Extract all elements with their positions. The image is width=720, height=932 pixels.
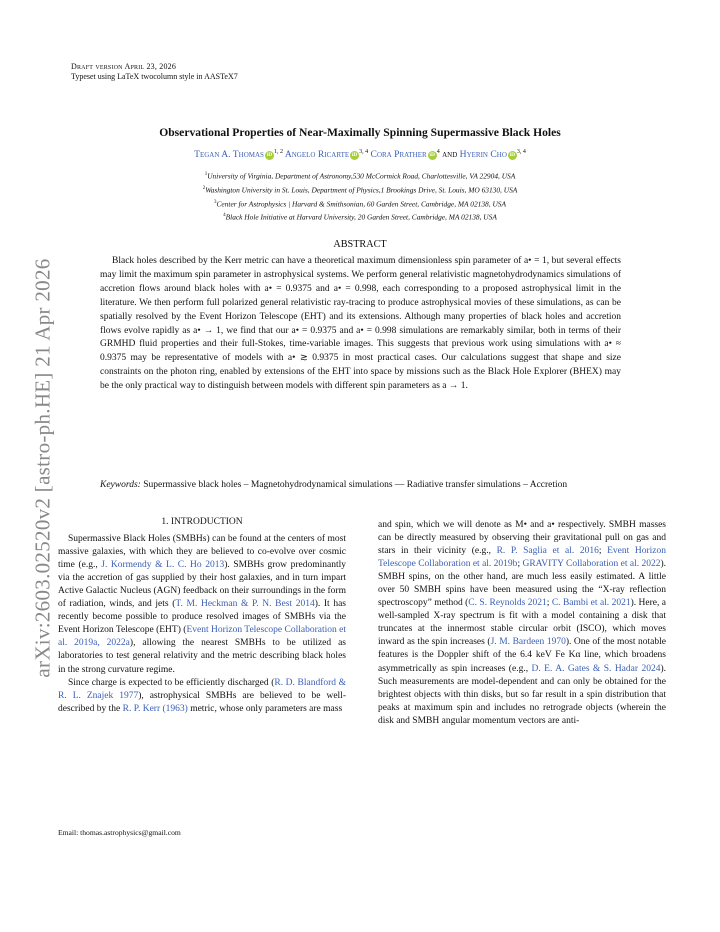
- affil-text: University of Virginia, Department of Astronomy,530 McCormick Road, Charlottesville, VA 22904, USA: [207, 171, 516, 181]
- citation-link[interactable]: J. Kormendy & L. C. Ho 2013: [101, 560, 225, 571]
- abstract-heading: ABSTRACT: [333, 239, 387, 250]
- paper-title: Observational Properties of Near-Maximally Spinning Supermassive Black Holes: [159, 126, 561, 139]
- author-name[interactable]: Angelo Ricarte: [284, 149, 350, 161]
- author-affil-sup: 3, 4: [359, 149, 369, 155]
- affil-num: 2: [202, 185, 206, 191]
- affiliation: [70, 183, 650, 197]
- citation-link[interactable]: T. M. Heckman & P. N. Best 2014: [175, 599, 315, 610]
- orcid-icon[interactable]: iD: [266, 152, 273, 159]
- orcid-icon[interactable]: iD: [429, 152, 435, 159]
- section-heading: 1. INTRODUCTION: [161, 517, 243, 527]
- citation-link[interactable]: R. P. Kerr (1963): [122, 703, 188, 714]
- arxiv-id: arXiv:2603.02520v2 [astro-ph.HE] 21 Apr 2026: [30, 258, 55, 678]
- paragraph: and spin, which we will denote as M• and a• respectively. SMBH masses can be directly measured by observing their gravitational pull on gas and stars in their vicinity (e.g., R. P. Saglia et al. 2016; Event Horizon Telescope Collaboration et al. 2019b; GRAVITY Collaboration et al. 2022). SMBH spins, on the other hand, are much less easily estimated. A little over 50 SMBH spins have been measured using the “X-ray reflection spectroscopy” method (C. S. Reynolds 2021; C. Bambi et al. 2021). Here, a well-sampled X-ray spectrum is fit with a model containing a disk that truncates at the innermost stable circular orbit (ISCO), which moves inward as the spin increases (J. M. Bardeen 1970). One of the most notable features is the Doppler shift of the 6.4 keV Fe Kα line, which broadens asymmetrically as spin increases (e.g., D. E. A. Gates & S. Hadar 2024). Such measurements are model-dependent and can only be obtained for the brightest objects with thin disks, but so far result in a spin distribution that peaks at maximum spin and includes no retrograde objects (wherein the disk and SMBH angular momentum vectors are anti-: [378, 520, 667, 726]
- author-affil-sup: 4: [436, 149, 440, 155]
- author-affil-sup: 3, 4: [516, 149, 526, 155]
- citation-link[interactable]: Event Horizon Telescope Collaboration et al. 2019a, 2022a: [58, 625, 347, 649]
- paragraph: Since charge is expected to be efficiently discharged (R. D. Blandford & R. L. Znajek 1977), astrophysical SMBHs are believed to be well-described by the R. P. Kerr (1963) metric, whose only parameters are mass: [58, 677, 347, 714]
- citation-link[interactable]: R. D. Blandford & R. L. Znajek 1977: [58, 677, 347, 701]
- affiliations: [70, 169, 650, 224]
- affil-num: 3: [214, 199, 217, 205]
- paragraph: Supermassive Black Holes (SMBHs) can be found at the centers of most massive galaxies, with which they are believed to co-evolve over cosmic time (e.g., J. Kormendy & L. C. Ho 2013). SMBHs grow predominantly via the accretion of gas supplied by their host galaxies, and in turn impart Active Galactic Nucleus (AGN) feedback on their surroundings in the form of radiation, winds, and jets (T. M. Heckman & P. N. Best 2014). It has recently become possible to produce resolved images of SMBHs via the Event Horizon Telescope (EHT) (Event Horizon Telescope Collaboration et al. 2019a, 2022a), allowing the nearest SMBHs to be utilized as laboratories to test general relativity and the metric describing black holes in the strong curvature regime.: [58, 534, 347, 675]
- citation-link[interactable]: GRAVITY Collaboration et al. 2022: [522, 559, 661, 570]
- citation-link[interactable]: D. E. A. Gates & S. Hadar 2024: [531, 663, 661, 674]
- affiliation: [70, 197, 650, 211]
- arxiv-stamp: [28, 248, 58, 688]
- citation-link[interactable]: C. S. Reynolds 2021: [468, 598, 547, 609]
- affil-text: Washington University in St. Louis, Department of Physics,1 Brookings Drive, St. Louis, MO 63130, USA: [205, 185, 518, 195]
- typeset-note: Typeset using LaTeX twocolumn style in AASTeX7: [71, 72, 238, 81]
- affil-num: 1: [204, 172, 208, 177]
- author-affil-sup: 1, 2: [273, 149, 283, 155]
- author-name[interactable]: Tegan A. Thomas: [194, 149, 264, 161]
- author-name[interactable]: Hyerin Cho: [459, 149, 507, 161]
- affiliation: [70, 210, 650, 224]
- email-footnote: Email: thomas.astrophysics@gmail.com: [58, 828, 181, 837]
- author-name[interactable]: Cora Prather: [370, 149, 427, 161]
- affiliation: [70, 169, 650, 183]
- citation-link[interactable]: C. Bambi et al. 2021: [551, 598, 631, 609]
- affil-text: Center for Astrophysics | Harvard & Smithsonian, 60 Garden Street, Cambridge, MA 02138, USA: [216, 199, 506, 208]
- keywords-label: Keywords:: [100, 480, 141, 490]
- affil-num: 4: [223, 213, 226, 219]
- author-list: [70, 149, 650, 160]
- abstract-text: Black holes described by the Kerr metric can have a theoretical maximum dimensionless spin parameter of a• = 1, but several effects may limit the maximum spin parameter in astrophysical systems. We perform general relativistic magnetohydrodynamics simulations of accretion flows around black holes with a• = 0.9375 and a• = 0.998, each corresponding to a proposed astrophysical limit in the literature. We then perform full polarized general relativistic ray-tracing to produce astrophysical movies of these simulations, as can be spatially resolved by the Event Horizon Telescope (EHT) and its extensions. Although many properties of black holes and accretion flows evolve rapidly as a• → 1, we find that our a• = 0.9375 and a• = 0.998 simulations are remarkably similar, both in terms of their GRMHD fluid properties and their full-Stokes, time-variable images. This suggests that previous work using simulations with a• ≈ 0.9375 may be representative of models with a• ≳ 0.9375 in most practical cases. Our calculations suggest that shape and size constraints on the photon ring, enabled by extensions of the EHT into space by missions such as the Black Hole Explorer (BHEX) may be the only practical way to distinguish between models with different spin parameters as a → 1.: [100, 256, 621, 392]
- left-column: [58, 516, 346, 716]
- citation-link[interactable]: J. M. Bardeen 1970: [490, 637, 566, 648]
- affil-text: Black Hole Initiative at Harvard University, 20 Garden Street, Cambridge, MA 02138, USA: [225, 212, 497, 222]
- running-header: [71, 62, 238, 82]
- draft-date: Draft version April 23, 2026: [71, 62, 177, 71]
- keywords-list: Supermassive black holes – Magnetohydrodynamical simulations — Radiative transfer simulations – Accretion: [143, 480, 568, 490]
- author-and: and: [442, 149, 458, 161]
- citation-link[interactable]: Event Horizon Telescope Collaboration et al. 2019b: [378, 546, 666, 570]
- orcid-icon[interactable]: iD: [509, 152, 516, 159]
- orcid-icon[interactable]: iD: [351, 152, 358, 159]
- right-column: [378, 519, 666, 728]
- keywords: [100, 479, 673, 493]
- citation-link[interactable]: R. P. Saglia et al. 2016: [496, 546, 599, 557]
